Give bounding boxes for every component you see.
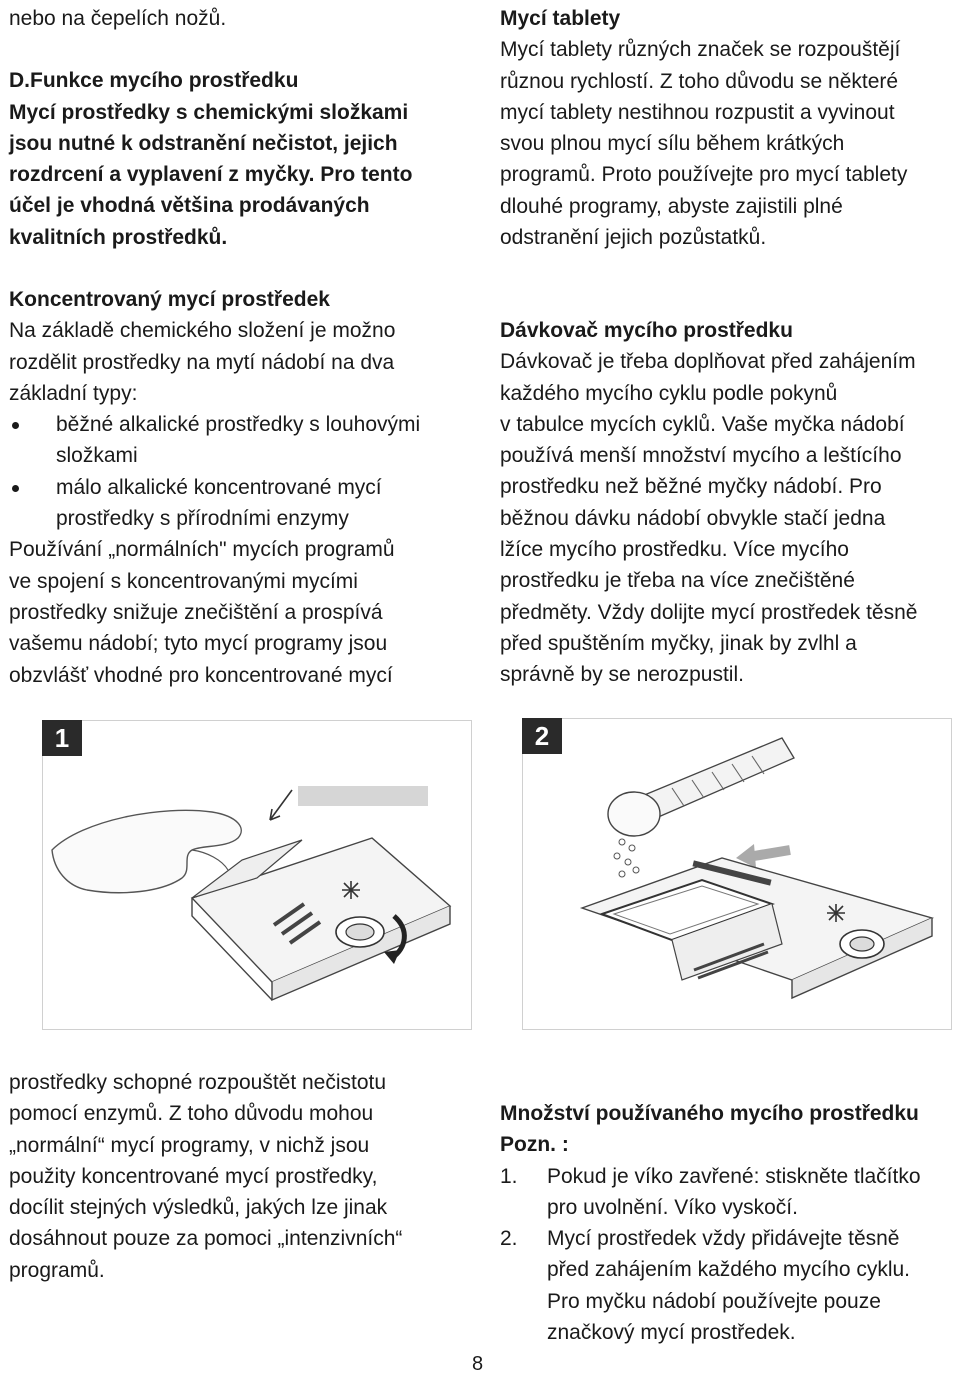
paragraph-line: Na základě chemického složení je možno [9,319,396,343]
amount-title: Množství používaného mycího prostředku [500,1102,919,1125]
heading-line: Mycí prostředky s chemickými složkami [9,100,409,124]
paragraph-line: Používání „normálních" mycích programů [9,538,395,562]
paragraph-line: programů. Proto používejte pro mycí tablety [500,163,908,187]
bullet-line: prostředky s přírodními enzymy [56,507,349,531]
tablets-title: Mycí tablety [500,7,621,30]
item-line: pro uvolnění. Víko vyskočí. [547,1195,798,1219]
paragraph-line: svou plnou mycí sílu během krátkých [500,132,845,156]
dispenser-filling-illustration [522,718,952,1030]
paragraph-line: mycí tablety nestihnou rozpustit a vyvinout [500,100,895,124]
heading-line: jsou nutné k odstranění nečistot, jejich [9,131,398,155]
bullet-line: běžné alkalické prostředky s louhovými [56,413,421,437]
paragraph-line: prostředku je třeba na více znečištěné [500,569,855,593]
paragraph-line: prostředku než běžné myčky nádobí. Pro [500,475,882,499]
heading-line: účel je vhodná většina prodávaných [9,194,370,218]
left-top-section [9,3,412,253]
paragraph-line: běžnou dávku nádobí obvykle stačí jedna [500,506,886,530]
paragraph-line: každého mycího cyklu podle pokynů [500,381,838,405]
item-line: Pro myčku nádobí používejte pouze [547,1289,881,1313]
heading-line: rozdrcení a vyplavení z myčky. Pro tento [9,163,413,187]
amount-section [500,1098,921,1348]
paragraph-line: předměty. Vždy dolijte mycí prostředek těsně [500,600,918,624]
paragraph-line: rozdělit prostředky na mytí nádobí na dva [9,350,395,374]
continued-text: nebo na čepelích nožů. [9,7,227,30]
numbered-item [500,1161,921,1224]
paragraph-line: Dávkovač je třeba doplňovat před zahájením [500,350,916,374]
left-bottom-section [9,1067,402,1286]
paragraph-line: pomocí enzymů. Z toho důvodu mohou [9,1102,374,1126]
tablets-section [500,3,907,253]
note-label: Pozn. : [500,1133,569,1157]
heading-line: kvalitních prostředků. [9,225,228,249]
section-heading-d: D.Funkce mycího prostředku [9,69,299,93]
paragraph-line: ve spojení s koncentrovanými mycími [9,569,358,593]
paragraph-line: Mycí tablety různých značek se rozpouštějí [500,38,901,62]
item-line: před zahájením každého mycího cyklu. [547,1258,911,1282]
dispenser-title: Dávkovač mycího prostředku [500,319,793,342]
dispenser-open-illustration [42,720,472,1030]
figure-2 [522,718,952,1030]
item-number: 1. [500,1164,518,1188]
paragraph-line: „normální“ mycí programy, v nichž jsou [9,1133,370,1157]
concentrated-section [9,284,420,691]
concentrated-title: Koncentrovaný mycí prostředek [9,288,330,311]
paragraph-line: používá menší množství mycího a leštícího [500,444,902,468]
figure-number-badge: 1 [42,720,82,756]
bullet-line: málo alkalické koncentrované mycí [56,475,382,499]
page-number: 8 [472,1353,484,1375]
paragraph-line: odstranění jejich pozůstatků. [500,226,767,250]
paragraph-line: základní typy: [9,381,138,405]
paragraph-line: programů. [9,1258,105,1282]
item-line: Mycí prostředek vždy přidávejte těsně [547,1227,900,1251]
paragraph-line: dlouhé programy, abyste zajistili plné [500,194,843,218]
bullet-line: složkami [56,444,138,468]
numbered-item [500,1223,921,1348]
paragraph-line: prostředky snižuje znečištění a prospívá [9,600,383,624]
figure-1 [42,720,472,1030]
paragraph-line: správně by se nerozpustil. [500,663,744,687]
paragraph-line: v tabulce mycích cyklů. Vaše myčka nádobí [500,412,905,436]
item-number: 2. [500,1227,518,1251]
paragraph-line: lžíce mycího prostředku. Více mycího [500,538,849,562]
paragraph-line: docílit stejných výsledků, jakých lze jinak [9,1196,388,1220]
paragraph-line: prostředky schopné rozpouštět nečistotu [9,1071,387,1094]
bullet-item [9,472,420,535]
bullet-item [9,409,420,472]
paragraph-line: dosáhnout pouze za pomoci „intenzivních“ [9,1227,403,1251]
figure-number-badge: 2 [522,718,562,754]
paragraph-line: vašemu nádobí; tyto mycí programy jsou [9,632,388,656]
item-line: značkový mycí prostředek. [547,1321,796,1345]
dispenser-section [500,315,917,691]
item-line: Pokud je víko zavřené: stiskněte tlačítko [547,1164,921,1188]
paragraph-line: použity koncentrované mycí prostředky, [9,1164,378,1188]
paragraph-line: různou rychlostí. Z toho důvodu se některé [500,69,899,93]
paragraph-line: před spuštěním myčky, jinak by zvlhl a [500,631,857,655]
paragraph-line: obzvlášť vhodné pro koncentrované mycí [9,663,393,687]
